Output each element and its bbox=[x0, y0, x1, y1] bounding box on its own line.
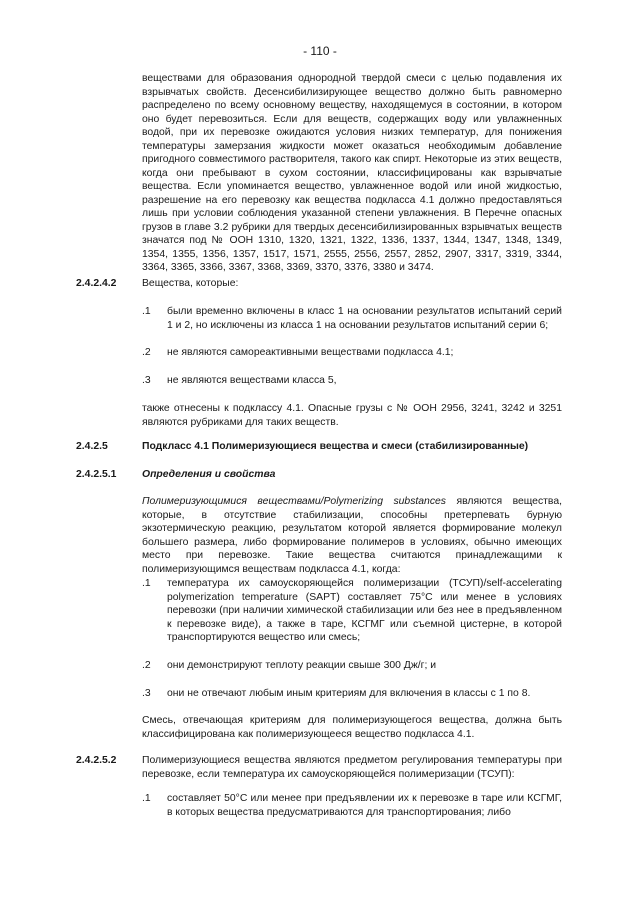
intro-paragraph: веществами для образования однородной твердой смеси с целью подавления их взрывчатых свойств. Десенсибилизирующее вещество должно быть равномерно распределено по всему основному веществу, находящемуся в состоянии, в котором оно будет перевозиться. Если для веществ, содержащих воду или увлажненных водой, при их перевозке ожидаются условия низких температур, для понижения температуры замерзания жидкости может оказаться необходимым добавление пригодного совместимого растворителя, такого как спирт. Некоторые из этих веществ, когда они пребывают в сухом состоянии, классифицированы как взрывчатые вещества. Если упоминается вещество, увлажненное водой или иной жидкостью, разрешение на его перевозку как вещества подкласса 4.1 должно предоставляться лишь при условии соблюдения указанной степени увлажнения. В Перечне опасных грузов в главе 3.2 рубрики для твердых десенсибилизированных взрывчатых веществ значатся под № ООН 1310, 1320, 1321, 1322, 1336, 1337, 1344, 1347, 1348, 1349, 1354, 1355, 1356, 1357, 1517, 1571, 2555, 2556, 2557, 2852, 2907, 3317, 3319, 3344, 3364, 3365, 3366, 3367, 3368, 3369, 3370, 3376, 3380 и 3474. bbox=[142, 73, 562, 273]
list-item-number: .2 bbox=[142, 660, 151, 671]
section-title-2.4.2.5.1: Определения и свойства bbox=[142, 469, 276, 480]
list-item-text: они демонстрируют теплоту реакции свыше 300 Дж/г; и bbox=[167, 660, 437, 671]
section-lead-2.4.2.5.2: Полимеризующиеся вещества являются предметом регулирования температуры при перевозке, если температура их самоускоряющейся полимеризации (ТСУП): bbox=[142, 755, 562, 780]
section-number-2.4.2.5.2: 2.4.2.5.2 bbox=[76, 755, 117, 766]
list-item-number: .1 bbox=[142, 793, 151, 804]
section-closing-2.4.2.5.1: Смесь, отвечающая критериям для полимеризующегося вещества, должна быть классифицирована как полимеризующееся вещество подкласса 4.1. bbox=[142, 715, 562, 740]
list-item-text: они не отвечают любым иным критериям для включения в классы с 1 по 8. bbox=[167, 688, 531, 699]
list-item-number: .3 bbox=[142, 375, 151, 386]
section-closing-2.4.2.4.2: также отнесены к подклассу 4.1. Опасные грузы с № ООН 2956, 3241, 3242 и 3251 являются рубриками для таких веществ. bbox=[142, 403, 562, 428]
list-item-text: не являются веществами класса 5, bbox=[167, 375, 337, 386]
list-item-number: .1 bbox=[142, 578, 151, 589]
list-item-number: .1 bbox=[142, 306, 151, 317]
section-number-2.4.2.5.1: 2.4.2.5.1 bbox=[76, 469, 117, 480]
list-item-text: температура их самоускоряющейся полимеризации (ТСУП)/self-accelerating polymerization temperature (SAPT) составляет 75°C или менее в условиях перевозки (при наличии химической стабилизации или без нее в предъявленном к перевозке виде), а также в таре, КСГМГ или съемной цистерне, в которой транспортируются вещество или смесь; bbox=[167, 578, 562, 643]
section-number-2.4.2.5: 2.4.2.5 bbox=[76, 441, 108, 452]
list-item-text: не являются самореактивными веществами подкласса 4.1; bbox=[167, 347, 454, 358]
list-item-number: .2 bbox=[142, 347, 151, 358]
list-item-text: составляет 50°C или менее при предъявлении их к перевозке в таре или КСГМГ, в которых вещества предусматриваются для транспортирования; либо bbox=[167, 793, 562, 818]
definition-term: Полимеризующимися веществами/Polymerizing substances bbox=[142, 496, 447, 507]
page-number: - 110 - bbox=[303, 44, 337, 58]
section-title-2.4.2.5: Подкласс 4.1 Полимеризующиеся вещества и смеси (стабилизированные) bbox=[142, 441, 529, 452]
section-number-2.4.2.4.2: 2.4.2.4.2 bbox=[76, 278, 117, 289]
section-lead-2.4.2.4.2: Вещества, которые: bbox=[142, 278, 239, 289]
list-item-text: были временно включены в класс 1 на основании результатов испытаний серий 1 и 2, но исключены из класса 1 на основании результатов испытаний серии 6; bbox=[167, 306, 562, 331]
definition-text: являются вещества, которые, в отсутствие стабилизации, способны претерпевать бурную экзотермическую реакцию, результатом которой является формирование молекул большего размера, либо формирование полимеров в условиях, обычно имеющих место при перевозке. Такие вещества считаются принадлежащими к полимеризующимся веществам подкласса 4.1, когда: bbox=[142, 496, 562, 575]
definition-paragraph bbox=[142, 495, 562, 576]
list-item-number: .3 bbox=[142, 688, 151, 699]
